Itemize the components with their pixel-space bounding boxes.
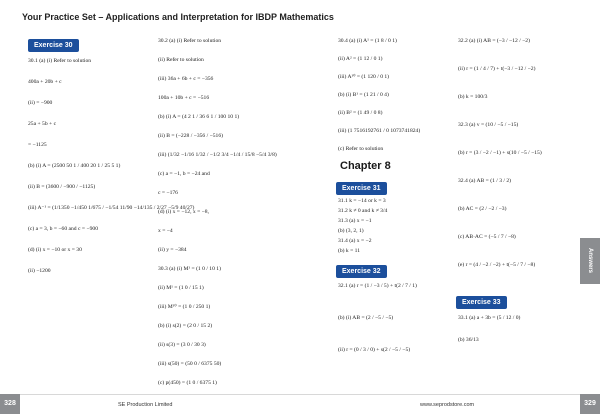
- answer-line: 31.1 k = −14 or k = 3: [338, 198, 386, 204]
- answer-line: (ii) A² = (1 12 / 0 1): [338, 56, 383, 62]
- answer-line: (c) a = −1, b = −24 and: [158, 171, 210, 177]
- answer-line: (iii) A⁻¹ = (1/1350 −1/450 1/675 / −1/54 11/90 −14/135 / 2/27 −5/9 40/27): [28, 205, 195, 211]
- answer-line: 25a + 5b + c: [28, 121, 57, 127]
- answer-line: 30.2 (a) (i) Refer to solution: [158, 38, 222, 44]
- answer-line: (ii) B² = (1 49 / 0 8): [338, 110, 383, 116]
- answers-side-tab: Answers: [580, 238, 600, 284]
- answer-line: (b) 36/13: [458, 337, 479, 343]
- answer-line: (b) (3, 2, 1): [338, 228, 364, 234]
- answer-line: (iii) (1/32 −1/16 1/32 / −1/2 3/4 −1/4 / 15/8 −5/4 3/8): [158, 152, 277, 158]
- answer-line: (ii) Refer to solution: [158, 57, 204, 63]
- answer-line: (ii) M¹ = (1 0 / 15 1): [158, 285, 204, 291]
- answer-line: 30.3 (a) (i) M¹ = (1 0 / 10 1): [158, 266, 221, 272]
- answer-line: (ii) s(3) = (3 0 / 30 3): [158, 342, 206, 348]
- answer-line: 100a + 10b + c = −516: [158, 95, 210, 101]
- exercise-30-badge: Exercise 30: [28, 39, 79, 52]
- answer-line: 30.1 (a) (i) Refer to solution: [28, 58, 92, 64]
- answer-line: (b) (i) B¹ = (1 21 / 0 4): [338, 92, 389, 98]
- answer-line: (b) (i) AB = (2 / −5 / −5): [338, 315, 394, 321]
- answer-line: (b) (i) A = (2500 50 1 / 400 20 1 / 25 5 1): [28, 163, 121, 169]
- answer-line: (ii) r = (0 / 3 / 0) + s(2 / −5 / −5): [338, 347, 411, 353]
- answer-line: 31.3 (a) x = −1: [338, 218, 372, 224]
- website-link[interactable]: www.seprodstore.com: [420, 402, 475, 408]
- footer-rule: [0, 394, 600, 409]
- answer-line: (iii) A¹⁰ = (1 120 / 0 1): [338, 74, 390, 80]
- answer-line: = −1125: [28, 142, 47, 148]
- answer-line: 33.1 (a) a + 3b = (5 / 12 / 0): [458, 315, 521, 321]
- page-header-title: Your Practice Set – Applications and Interpretation for IBDP Mathematics: [22, 12, 334, 22]
- exercise-33-badge: Exercise 33: [456, 296, 507, 309]
- answer-line: (ii) −1200: [28, 268, 51, 274]
- answer-line: (c) a = 3, b = −60 and c = −900: [28, 226, 98, 232]
- answer-line: (ii) B = (3600 / −900 / −1125): [28, 184, 96, 190]
- publisher-name: SE Production Limited: [118, 402, 173, 408]
- left-page-number: 328: [0, 394, 20, 414]
- exercise-31-badge: Exercise 31: [336, 182, 387, 195]
- answer-line: (b) r = (3 / −2 / −1) + s(10 / −5 / −15): [458, 150, 542, 156]
- chapter-heading: Chapter 8: [340, 160, 391, 172]
- answer-line: (ii) B = (−228 / −356 / −516): [158, 133, 223, 139]
- answer-line: 31.4 (a) x = −2: [338, 238, 372, 244]
- answer-line: (c) p(450) = (1 0 / 6375 1): [158, 380, 217, 386]
- answer-line: (d) (i) x = −10 or x = 30: [28, 247, 82, 253]
- answer-line: 400a + 20b + c: [28, 79, 62, 85]
- answer-line: 32.3 (a) v = (10 / −5 / −15): [458, 122, 519, 128]
- answer-line: (ii) y = −384: [158, 247, 187, 253]
- answer-line: (iii) (1 7516192761 / 0 1073741824): [338, 128, 421, 134]
- answer-line: (b) k = 100/3: [458, 94, 488, 100]
- answer-line: x = −4: [158, 228, 173, 234]
- answer-line: (b) AC = (2 / −2 / −3): [458, 206, 507, 212]
- answer-line: (iii) M¹⁰ = (1 0 / 250 1): [158, 304, 211, 310]
- exercise-32-badge: Exercise 32: [336, 265, 387, 278]
- answer-line: (e) r = (4 / −2 / −2) + t(−5 / 7 / −8): [458, 262, 536, 268]
- answer-line: (c) Refer to solution: [338, 146, 384, 152]
- answer-line: (d) (i) x = −12, x = −8,: [158, 209, 209, 215]
- answer-line: (ii) = −900: [28, 100, 53, 106]
- answer-line: 30.4 (a) (i) A¹ = (1 8 / 0 1): [338, 38, 397, 44]
- answer-line: c = −176: [158, 190, 178, 196]
- answer-line: 32.4 (a) AB = (1 / 3 / 2): [458, 178, 512, 184]
- answer-line: (iii) s(50) = (50 0 / 6375 50): [158, 361, 222, 367]
- answer-line: (ii) r = (1 / 4 / 7) + t(−3 / −12 / −2): [458, 66, 536, 72]
- answer-line: 32.1 (a) r = (1 / −3 / 5) + t(2 / 7 / 1): [338, 283, 417, 289]
- answer-line: (c) AB·AC = (−5 / 7 / −8): [458, 234, 516, 240]
- answer-line: 31.2 k ≠ 0 and k ≠ 3/4: [338, 208, 388, 214]
- answer-line: (iii) 36a + 6b + c = −356: [158, 76, 214, 82]
- answer-line: 32.2 (a) (i) AB = (−3 / −12 / −2): [458, 38, 530, 44]
- answer-line: (b) (i) A = (4 2 1 / 36 6 1 / 100 10 1): [158, 114, 240, 120]
- right-page-number: 329: [580, 394, 600, 414]
- answer-line: (b) k = 11: [338, 248, 361, 254]
- answer-line: (b) (i) s(2) = (2 0 / 15 2): [158, 323, 213, 329]
